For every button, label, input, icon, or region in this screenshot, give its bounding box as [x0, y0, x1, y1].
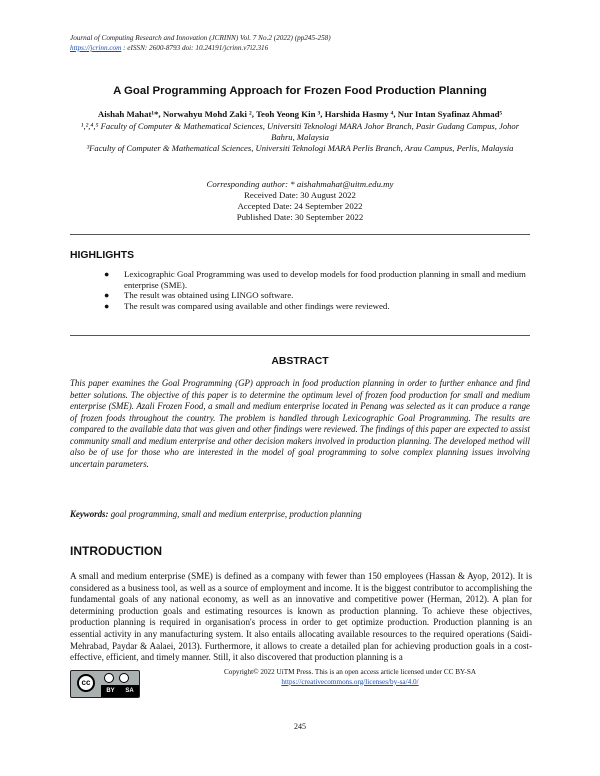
- bullet-icon: ●: [104, 290, 110, 301]
- cc-by-label: BY: [106, 688, 115, 694]
- list-item: ● Lexicographic Goal Programming was used to develop models for food production planning in small and medium enterprise (SME).: [104, 269, 526, 290]
- issn-line: : eISSN: 2600-8793 doi: 10.24191/jcrinn.v7i2.316: [123, 44, 269, 52]
- affiliation-1: ¹,²,⁴,⁵ Faculty of Computer & Mathematical Sciences, Universiti Teknologi MARA Johor Branch, Pasir Gudang Campus, Johor Bahru, Malaysia: [80, 121, 520, 142]
- page-number: 245: [294, 722, 306, 731]
- keywords: [70, 509, 362, 519]
- cc-license-badge[interactable]: [70, 670, 140, 698]
- affiliations: [70, 121, 530, 154]
- article-dates: [0, 179, 600, 223]
- license-link[interactable]: https://creativecommons.org/licenses/by-sa/4.0/: [281, 677, 419, 686]
- journal-header: [70, 33, 331, 53]
- journal-link[interactable]: https://jcrinn.com: [70, 44, 122, 52]
- bullet-icon: ●: [104, 300, 110, 311]
- keywords-label: Keywords:: [70, 509, 109, 519]
- divider-middle: [70, 335, 530, 336]
- cc-sa-label: SA: [125, 688, 134, 694]
- highlights-heading: HIGHLIGHTS: [70, 250, 135, 261]
- cc-badge-strip: [101, 685, 139, 697]
- abstract-heading: ABSTRACT: [271, 356, 329, 367]
- cc-logo-icon: cc: [77, 674, 95, 692]
- author-list: Aishah Mahat¹*, Norwahyu Mohd Zaki ², Teoh Yeong Kin ³, Harshida Hasmy ⁴, Nur Intan Syafinaz Ahmad⁵: [97, 109, 503, 119]
- received-date: Received Date: 30 August 2022: [244, 190, 356, 200]
- journal-line: Journal of Computing Research and Innovation (JCRINN) Vol. 7 No.2 (2022) (pp245-258): [70, 34, 331, 42]
- copyright-notice: [190, 668, 510, 687]
- bullet-icon: ●: [104, 269, 110, 279]
- keywords-text: goal programming, small and medium enterprise, production planning: [110, 509, 362, 519]
- accepted-date: Accepted Date: 24 September 2022: [237, 201, 363, 211]
- list-item: ● The result was obtained using LINGO software.: [104, 290, 294, 301]
- by-person-icon: [104, 673, 114, 683]
- corresponding-author: Corresponding author: * aishahmahat@uitm.edu.my: [206, 179, 394, 189]
- affiliation-2: ³Faculty of Computer & Mathematical Sciences, Universiti Teknologi MARA Perlis Branch, Arau Campus, Perlis, Malaysia: [86, 143, 514, 153]
- abstract-text: This paper examines the Goal Programming (GP) approach in food production planning in order to further enhance and find better solutions. The objective of this paper is to determine the optimum level of frozen food production for small and medium enterprise (SME). Azali Frozen Food, a small and medium enterprise located in Penang was selected as it can produce a range of frozen foods throughout the country. The problem is handled through Lexicographic Goal Programming. The results are compared to the available data that was given and other findings were reviewed. The findings of this paper are expected to assist community small and medium enterprise and other decision makers involved in production planning. The developed method will also be of use for those who are interested in the model of goal programming to solve complex planning issues involving uncertain parameters.: [70, 378, 530, 469]
- highlights-list: [100, 269, 532, 311]
- list-item: ● The result was compared using available and other findings were reviewed.: [104, 300, 390, 311]
- introduction-heading: INTRODUCTION: [70, 544, 162, 558]
- published-date: Published Date: 30 September 2022: [236, 212, 364, 222]
- introduction-text: A small and medium enterprise (SME) is defined as a company with fewer than 150 employees (Hassan & Ayop, 2012). It is considered as a business tool, as well as a source of employment and income. It is the biggest contributor to accomplishing the fundamental goals of any national economy, as well as an innovative and competitive power (Herman, 2012). A plan for determining production goals and estimating resources is known as production planning. To achieve these objectives, production planning is required in organisation's process in order to get optimize production. Production planning is an essential activity in any manufacturing system. It also entails allocating available resources to the required operations (Saidi-Mehrabad, Paydar & Aalaei, 2013). Furthermore, it allows to create a detailed plan for achieving production goals in a cost-effective, efficient, and timely manner. Still, it also discovered that production planning is a: [70, 571, 532, 663]
- divider-top: [70, 234, 530, 235]
- paper-title: A Goal Programming Approach for Frozen Food Production Planning: [113, 85, 487, 97]
- share-alike-icon: [119, 673, 129, 683]
- copyright-text: Copyright© 2022 UiTM Press. This is an open access article licensed under CC BY-SA: [223, 668, 477, 676]
